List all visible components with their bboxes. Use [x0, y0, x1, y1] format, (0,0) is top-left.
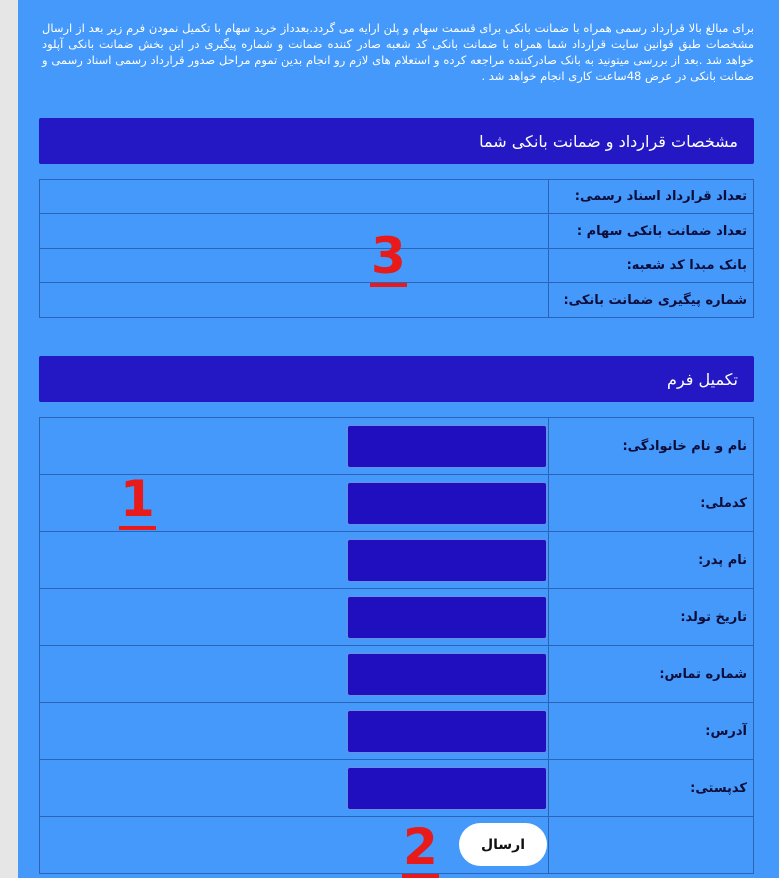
- table-row: [40, 283, 754, 318]
- guarantee-count-label: تعداد ضمانت بانکی سهام :: [548, 214, 753, 249]
- form-section-header: [39, 356, 754, 402]
- table-row: [40, 703, 754, 760]
- tracking-number-value: [40, 283, 549, 318]
- tracking-number-label: شماره پیگیری ضمانت بانکی:: [548, 283, 753, 318]
- table-row: [40, 760, 754, 817]
- bank-branch-label: بانک مبدا کد شعبه:: [548, 249, 753, 283]
- national-code-input[interactable]: [347, 482, 547, 525]
- contract-section-header: [39, 118, 754, 164]
- phone-label: شماره تماس:: [548, 646, 753, 703]
- table-row: [40, 532, 754, 589]
- father-name-label: نام پدر:: [548, 532, 753, 589]
- bank-branch-value: [40, 249, 549, 283]
- intro-paragraph: برای مبالغ بالا قرارداد رسمی همراه با ضمانت بانکی برای قسمت سهام و پلن ارایه می گردد.بعدداز خرید سهام با تکمیل نمودن فرم زیر بعد از ارسال مشخصات طبق قوانین سایت قرارداد شما همراه با ضمانت بانکی کد شعبه صادر کننده ضمانت و شماره پیگیری در این بخش ضمانت بانکی آپلود خواهد شد .بعد از بررسی میتونید به بانک صادرکننده مراجعه کرده و استعلام های لازم رو انجام بدین تموم مراحل صدور قرارداد رسمی اسناد رسمی و ضمانت بانکی در عرض 48ساعت کاری انجام خواهد شد .: [42, 21, 754, 83]
- form-section-title: تکمیل فرم: [667, 369, 738, 389]
- national-code-label: کدملی:: [548, 475, 753, 532]
- father-name-input[interactable]: [347, 539, 547, 582]
- submit-button[interactable]: [459, 823, 547, 866]
- table-row: [40, 817, 754, 874]
- contract-count-value: [40, 180, 549, 214]
- guarantee-count-value: [40, 214, 549, 249]
- address-label: آدرس:: [548, 703, 753, 760]
- contract-section-title: مشخصات قرارداد و ضمانت بانکی شما: [479, 131, 738, 151]
- annotation-marker-3: 3: [371, 227, 406, 285]
- annotation-marker-1: 1: [120, 470, 155, 528]
- table-row: [40, 646, 754, 703]
- submit-button-label: ارسال: [480, 836, 526, 853]
- full-name-input[interactable]: [347, 425, 547, 468]
- full-name-label: نام و نام خانوادگی:: [548, 418, 753, 475]
- table-row: [40, 180, 754, 214]
- birth-date-input[interactable]: [347, 596, 547, 639]
- address-input[interactable]: [347, 710, 547, 753]
- contract-count-label: تعداد قرارداد اسناد رسمی:: [548, 180, 753, 214]
- birth-date-label: تاریخ تولد:: [548, 589, 753, 646]
- postal-code-label: کدپستی:: [548, 760, 753, 817]
- annotation-marker-2: 2: [403, 818, 438, 876]
- table-row: [40, 589, 754, 646]
- phone-input[interactable]: [347, 653, 547, 696]
- postal-code-input[interactable]: [347, 767, 547, 810]
- table-row: [40, 418, 754, 475]
